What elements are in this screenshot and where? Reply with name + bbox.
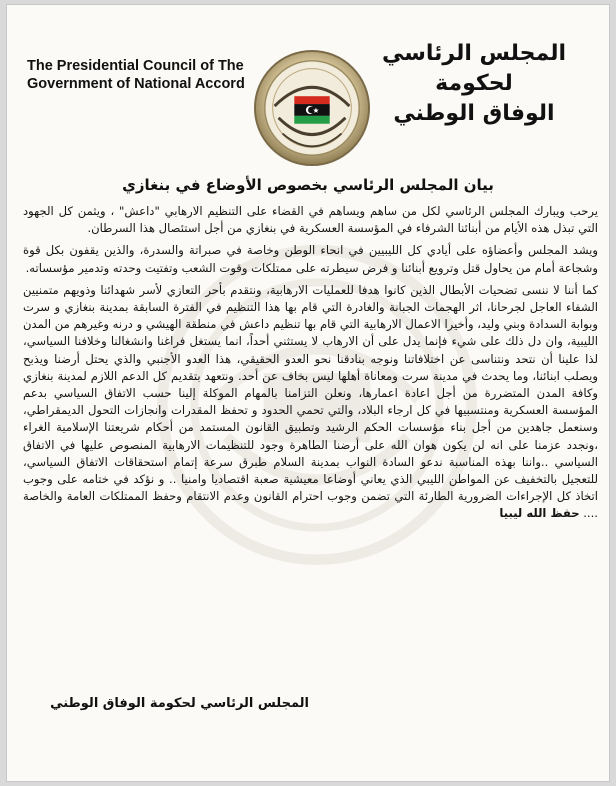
letterhead <box>7 5 609 175</box>
body-paragraph: يرحب ويبارك المجلس الرئاسي لكل من ساهم ويساهم في القضاء على التنظيم الارهابي "داعش" ، ويثمن كل الجهود التي تبذل هذه الأيام من أبنائنا الشرفاء في المؤسسة العسكرية في بنغازي من أجل استئصال هذا السرطان. <box>23 204 598 236</box>
statement-body <box>23 203 598 687</box>
english-title-line-1: The Presidential Council of The <box>27 58 244 74</box>
arabic-letterhead-title <box>379 39 569 129</box>
closing-phrase: حفظ الله ليبيا <box>499 506 580 521</box>
arabic-title-line-2: الوفاق الوطني <box>393 101 555 126</box>
english-title-line-2: Government of National Accord <box>27 76 245 92</box>
statement-title: بيان المجلس الرئاسي بخصوص الأوضاع في بنغازي <box>122 176 494 194</box>
arabic-title-line-1: المجلس الرئاسي لحكومة <box>381 41 567 96</box>
government-seal-logo <box>253 49 371 167</box>
body-paragraph: ويشد المجلس وأعضاؤه على أيادي كل الليبيين في انحاء الوطن وخاصة في صبراتة والسدرة، والذين يقفون بكل قوة وشجاعة أمام من يحاول قتل وترويع أبنائنا و فرض سيطرته على ممتلكات وقوت الشعب وتفتيت وحدته وتدمير مؤسساته. <box>23 243 598 275</box>
english-letterhead-title <box>27 57 267 93</box>
document-page <box>6 4 610 782</box>
body-paragraph-text: كما أننا لا ننسى تضحيات الأبطال الذين كانوا هدفا للعمليات الارهابية، ونتقدم بأحر التعازي لأسر شهدائنا وذويهم متمنيين الشفاء العاجل لجرحانا، اثر الهجمات الجبانة والغادرة التي قام بها هذا التنظيم في الفترة السابقة بمدينة بنغازي و سرت وبوابة السدادة وبني وليد، وأخيرا الاعمال الارهابية التي قام بها تنظيم داعش في منطقة الهيشي و درنه وغيرهم من المدن الليبية، وان دل ذلك على شيء فإنما يدل على أن الارهاب لا يستثني أحداً، انما يستغل فراغنا وانشغالنا وخلافنا السياسي، لذا علينا أن نتحد ونتناسى عن اختلافاتنا ونوجه بنادقنا نحو العدو الحقيقي، هذا العدو الأجنبي والذي يحتل أرضنا ويذبح ويصلب ابنائنا، وما يحدث في مدينة سرت ومعاناة أهلها ليس بخاف عن أحد. ونتعهد بتقديم كل الدعم اللازم لمدينة بنغازي وكافة المدن المتضررة من أجل اعادة اعمارها، ونعلن التزامنا بالمهام الموكلة إلينا حسب الاتفاق السياسي بدعم المؤسسة العسكرية ومنتسبيها في كل ارجاء البلاد، والتي تحمي الحدود و تحفظ المقدرات وانجازات التحول الديمقراطي، وسنعمل جاهدين من أجل بناء مؤسسات الحكم الرشيد وتطبيق القانون المستمد من أحكام شريعتنا الإسلامية الغراء ،ونجدد عزمنا على انه لن يكون هوان الله على أرضنا الطاهرة وجود للتنظيمات الارهابية المنصوص عليها في الاتفاق السياسي ..واننا بهذه المناسبة ندعو السادة النواب بمدينة السلام طبرق سرعة إتمام استحقاقات الاتفاق السياسي، للتعجيل بالتخفيف عن المواطن الليبي الذي يعاني أوضاعا معيشية صعبة اقتصاديا وامنيا .. و نؤكد في ختامه على وجوب اتخاذ كل الإجراءات الضرورية الطارئة التي تضمن وجوب احترام القانون وعدم الانتقام وحفظ الممتلكات العامة والخاصة .... <box>23 282 598 521</box>
body-paragraph <box>23 282 598 523</box>
signature-line: المجلس الرئاسي لحكومة الوفاق الوطني <box>50 696 309 711</box>
